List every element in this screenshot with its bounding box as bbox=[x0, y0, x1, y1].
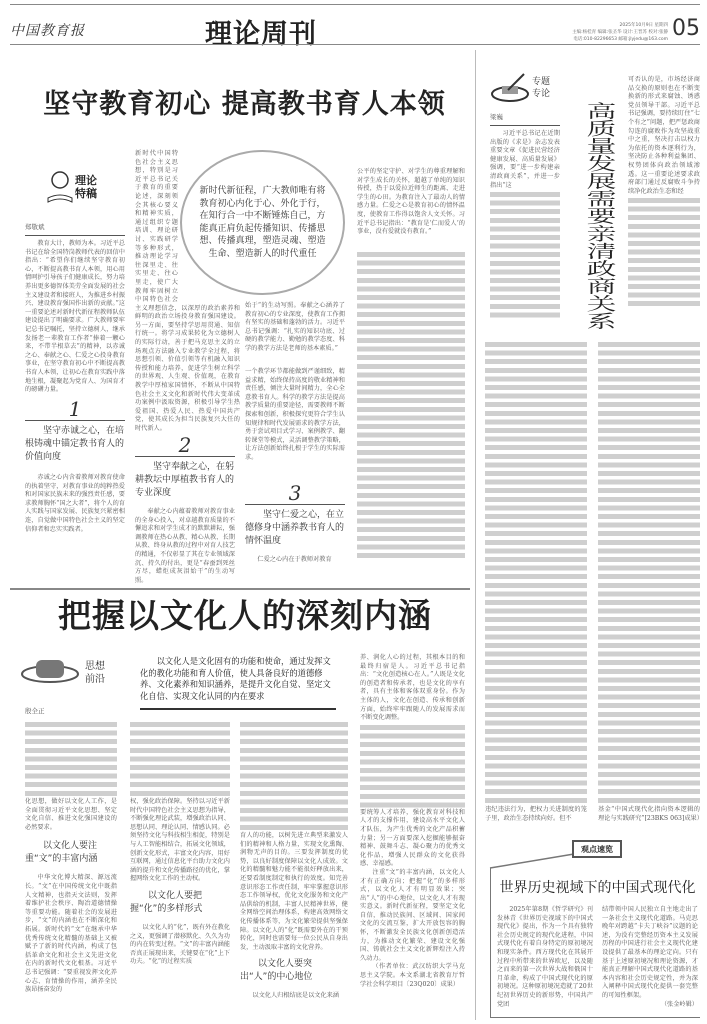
pen-paper-icon bbox=[490, 72, 532, 104]
vr-headset-icon bbox=[20, 654, 80, 690]
article4-col1: 2025年第8期《哲学研究》刊发林青《世界历史视域下的中国式现代化》提出，作为一个具有独特社会历史规定的现代化进程，中国式现代化有着自身特定的原初境况和现实条件。西方现代化在其展开过程中所带来的世界欧尼，以及随之而来的第一次世界大战和俄国十月革命，构成了中国式现代化的原初境况。这种原初境况造就了20世纪初世界历史的新形势，中国共产党团 bbox=[497, 906, 593, 1008]
article2-col4-block bbox=[360, 654, 465, 989]
column-tag-label: 理论特稿 bbox=[75, 174, 97, 200]
article3-bottom-right: 基金“中国式现代化指向资本逻辑的理论与实践研究”[23BKS 063]成果） bbox=[598, 806, 703, 822]
article3-col2-text: 可否认的是，市场经济商品交换的原则也在不断变换新的形式来腐蚀、诱惑党员领导干部。习近平总书记强调，要持续盯住“七个有之”问题，把严惩政商勾连的腐败作为攻坚战重中之重，坚决打击以权力为依托的资本逐利行为，坚决防止各种利益集团、权势团体向政治领域渗透。这一重要论述要求政府部门通过反腐败斗争持续净化政治生态和经 bbox=[628, 76, 700, 195]
article2-col3-block bbox=[240, 720, 348, 1001]
section-number: 2 bbox=[135, 434, 235, 457]
pull-quote-text: 新时代新征程，广大教师唯有将教育初心内化于心、外化于行，在知行合一中不断锤炼自己，方能真正肩负起传播知识、传播思想、传播真理，塑造灵魂、塑造生命、塑造新人的时代重任 bbox=[199, 186, 326, 259]
section-title: 理论周刊 bbox=[205, 19, 317, 50]
article3-col2 bbox=[628, 76, 700, 306]
top-rule bbox=[10, 4, 700, 5]
section-3 bbox=[245, 482, 345, 565]
article2-col4: 要统筹人才培养，强化教育对科技和人才的支撑作用，建设高水平文化人才队伍，为产生优秀的文化产品积蓄力量；另一方面要深入挖掘能够振奋精神、鼓舞斗志、凝心聚力的优秀文化作品，增强人民群众的文化获得感、幸福感。 bbox=[360, 808, 465, 868]
article3-headline: 高质量发展需要亲清政商关系 bbox=[582, 102, 616, 330]
section-text: 仁爱之心内在于教师对教育 bbox=[257, 556, 332, 563]
article1-col4-extra: 一个教学环节都能做到严谨细致，精益求精，始终保持高度的敬业精神和责任感，倾注大量时间精力，全心全意教书育人。科学的教学方法是提高教学质量的重要途径，需要教师不断探索和创新，积极探究更符合学生认知规律和时代发展需求的教学方法，勇于尝试项目式学习、案例教学、翻转课堂等模式，灵活调整教学策略，让方法创新始终扎根于学生的实际需求。 bbox=[245, 368, 345, 461]
section-title: 坚守仁爱之心，在立德修身中涵养教书育人的情怀温度 bbox=[245, 510, 345, 546]
lightbulb-book-icon bbox=[45, 168, 75, 204]
section-text: 以文化人的“化”，既有外在教化之义，更强调了潜移默化、久久为功的内在转变过程。“文”的丰富内涵能否真正展现出来，关键要在“化”上下功夫。“化”的过程实质 bbox=[130, 923, 230, 966]
pull-quote bbox=[180, 150, 345, 295]
text-lines bbox=[130, 720, 230, 798]
article4-col2: 结带领中国人民独立自主地走出了一条社会主义现代化道路。马克思晚年对跨越“卡夫丁峡谷”议题的论述，为没有完整经历资本主义发展历程的中国进行社会主义现代化建设提供了最基本的理论定向。只有基于上述原初境况和理论资源，才能真正理解中国式现代化道路的基本内容和社会历史规定性，并为深入阐释中国式现代化提供一套完整的可知性框架。 bbox=[602, 906, 698, 999]
theory-feature-tag bbox=[45, 168, 125, 208]
text-lines bbox=[360, 723, 465, 809]
staff-credits: 主编:杨桂青 编辑:张圣华 设计:王晋苏 校对:张静 bbox=[572, 30, 668, 35]
section-title: 坚守赤诚之心，在培根铸魂中锚定教书育人的价值向度 bbox=[25, 426, 125, 462]
article2-col3-top: 养、润化人心的过程，其根本目的和最终归宿是人。习近平总书记指出：“文化创造核心在人。”人既是文化的创造者和传承者，也是文化的享有者，具有主体和客体双重身份。作为主体的人，文化在创造、传承和创新方面，始终牢牢跟随人的发展需求而不断变化调整。 bbox=[360, 654, 465, 722]
article3-intro: 习近平总书记在近期出版的《求是》杂志发表重要文章《促进民营经济健康发展、高质量发展》强调，要“进一步构建亲清政商关系”，并进一步指出“这 bbox=[490, 130, 560, 189]
article4-signature: （张金岭辑） bbox=[660, 1000, 698, 1008]
section-text: 中华文化博大精深、源远流长。“文”在中国传统文化中既指人文精神，也指天文法则，发挥着维护社会秩序、陶冶道德情操等重要功能。随着社会的发展进步，“文”的内涵也在不断深化和拓展。新时代的“文”在继承中华优秀传统文化精髓的基础上又被赋予了新的时代内涵，构成了包括革命文化和社会主义先进文化在内的新时代文化根基。习近平总书记强调：“要重视发挥文化养心志、育情操的作用，涵养全民族昂扬奋发的 bbox=[25, 874, 117, 994]
article2-lead bbox=[140, 656, 336, 710]
article1-col2: 新时代中国特色社会主义思想，特别是习近平总书记关于教育的重要论述，深刻领会其核心要义和精神实质，通过组织专题培训、理论研讨、实践研学等多种形式，推动理论学习往深里走、往实里走、往心里走，使广大教师牢固树立中国特色社会主义理想信念，以深厚的政治素养和鲜明的政治立场投身教育强国建设。另一方面，要坚持学思用贯通、知信行统一。将学习成果转化为立德树人的实际行动，善于把马克思主义的立场观点方法融入专业教学全过程，将思想引领、价值引领等有机融入知识传授和能力培养，促进学生树立科学的世界观、人生观、价值观，在教育教学中厚植家国情怀，不断从中国特色社会主义文化和新时代伟大变革成功案例中汲取资源，积极引导学生热爱祖国、热爱人民、热爱中国共产党，使其成长为担当民族复兴大任的时代新人。 bbox=[135, 150, 240, 432]
section-1 bbox=[25, 398, 125, 534]
section-title: 以文化人要注重“文”的丰富内涵 bbox=[25, 841, 98, 865]
issue-date: 2025年10月9日 星期四 bbox=[619, 23, 668, 28]
column-tag-label: 观点速览 bbox=[581, 844, 613, 854]
text-lines bbox=[25, 720, 117, 798]
article3-col1 bbox=[490, 130, 560, 320]
viewpoint-tag bbox=[572, 840, 622, 858]
section-title: 以文化人要突出“人”的中心地位 bbox=[240, 959, 313, 983]
lead-text: 以文化人是文化固有的功能和使命，通过发挥文化的教化功能和育人价值，使人具备良好的道德修养、文化素养和知识涵养，是提升文化自觉、坚定文化自信、实现文化认同的内在要求 bbox=[140, 656, 331, 701]
article3-col4-lines bbox=[598, 340, 700, 804]
intro-end-text: 化思想，做好以文化人工作，是全面贯彻习近平文化思想、坚定文化自信、推进文化强国建设的必然要求。 bbox=[25, 798, 117, 831]
page-number: 05 bbox=[672, 16, 700, 41]
article2-affiliation: （作者单位：武汉纺织大学马克思主义学院。本文系湖北省教育厅哲学社会科学项目〔23Q020〕成果） bbox=[360, 963, 465, 988]
box-corner-line bbox=[488, 846, 578, 870]
newspaper-logo: 中国教育报 bbox=[10, 23, 85, 39]
section-2 bbox=[135, 434, 235, 585]
article2-conclusion: 注重“文”的丰富内涵，以文化人才有正确方向；把握“化”的多样形式，以文化人才有明显效果；突出“人”的中心地位，以文化人才有现实意义。新时代新征程，要坚定文化自信，推动民族间、区域间、国家间文化的交流互鉴，扩大开放包容的胸怀，不断激发全民族文化创新创造活力，为推动文化繁荣、建设文化强国、铸就社会主义文化新辉煌注入持久动力。 bbox=[360, 868, 465, 962]
section-title: 坚守奉献之心，在躬耕教坛中厚植教书育人的专业深度 bbox=[135, 462, 235, 498]
article2-col2-block bbox=[130, 720, 230, 967]
text-lines bbox=[628, 196, 700, 306]
contact-info: 电话:010-82296653 邮箱:jlyjedu@163.com bbox=[573, 37, 668, 42]
masthead-info bbox=[440, 22, 668, 43]
column-divider bbox=[475, 50, 476, 1020]
article3-bottom-left: 违纪违法行为，把权力关进制度的笼子里，政治生态持续向好。但不 bbox=[485, 806, 587, 822]
article3-author: 梁巍 bbox=[490, 112, 560, 126]
article1-col3: 始于“的生动写照。奉献之心涵养了教育初心的专业深度，使教育工作拥有坚实的基础和蓬勃的活力。习近平总书记强调：“扎实的知识功底、过硬的教学能力、勤勉的教学态度、科学的教学方法是老师的基本素质。” bbox=[245, 302, 345, 352]
article2-author: 殷全正 bbox=[25, 707, 45, 715]
article1-col4: 公平的坚定守护、对学生的尊重理解和对学生成长的关怀，超越了单纯的知识传授，热于以爱拉近师生的距离、走进学生的心田。为教育注入了最动人的情感力量。仁爱之心是教育初心的情怀温度，使教育工作得以饱含人文关怀。习近平总书记指出：“教育是‘仁而爱人’的事业，没有爱就没有教育。” bbox=[357, 168, 465, 236]
section-text: 奉献之心内蕴着教师对教育事业的全身心投入，对卓越教育质量的不懈追求和对学生成才的默默耕耘，强调教师在热心从教、精心从教、长期从教、终身从教的过程中对育人技艺的精通，不仅彰显了其在专业领域深沉、持久的付出，更是“春蚕到死丝方尽，蜡炬成灰泪始干”的生动写照。 bbox=[135, 508, 235, 584]
special-topic-tag bbox=[490, 72, 560, 106]
article2-col2: 权，强化政治保障。坚持以习近平新时代中国特色社会主义思想为指导，不断强化理论武装，增强政治认同、思想认同、理论认同、情感认同。必须坚持文化与科技相生相促，特别是与人工智能相结合，拓展文化领域，创新文化形式，丰富文化内容，用好互联网，通过信息化平台助力文化内涵的提升和文化传播路径的优化，掌握网络文化工作的主动权。 bbox=[130, 798, 230, 883]
section-title: 以文化人要把握“化”的多样形式 bbox=[130, 890, 203, 914]
column-tag-label: 思想前沿 bbox=[85, 661, 105, 685]
section-text: 赤诚之心内含着教师对教育使命的执着坚守，对教育事业的纯粹热爱和对国家民族未来的强烈责任感，要求教师胸怀“国之大者”，将个人的育人实践与国家发展、民族复兴紧密相连，自觉做中国特色社会主义的坚定信仰者和忠实实践者。 bbox=[25, 474, 125, 533]
thought-frontier-tag bbox=[20, 654, 115, 694]
column-tag-label: 专题专论 bbox=[532, 77, 551, 99]
section-text: 以文化人归根结底是以文化来涵 bbox=[252, 992, 340, 1000]
article3-col3-lines bbox=[485, 340, 587, 804]
article2-col1 bbox=[25, 720, 117, 995]
header-rule bbox=[10, 44, 700, 45]
text-lines bbox=[490, 190, 560, 320]
article-divider bbox=[10, 588, 470, 590]
article2-headline: 把握以文化人的深刻内涵 bbox=[58, 596, 432, 635]
section-number: 1 bbox=[25, 398, 125, 421]
article1-intro: 教育大计，教师为本。习近平总书记在给全国特岗教师代表的回信中指出：“希望你们继续坚守教育初心，不断提高教书育人本领，用心用情呵护引导孩子们健康成长，努力培养出更多德智体美劳全面发展的社会主义建设者和接班人，为推进乡村振兴、建设教育强国作出新的贡献。”这一重要论述对新时代新征程教师队伍建设提出了明确要求。广大教师要牢记总书记嘱托，坚持立德树人，继承发扬老一辈教育工作者“捧着一颗心来，不带半根草去”的精神，以赤诚之心、奉献之心、仁爱之心投身教育事业，在坚守教育初心中不断提高教书育人本领，让初心在教育实践中落地生根，凝聚起为党育人、为国育才的磅礴力量。 bbox=[25, 240, 125, 394]
text-lines bbox=[240, 720, 348, 832]
article4-headline: 世界历史视域下的中国式现代化 bbox=[499, 880, 696, 896]
article1-headline: 坚守教育初心 提高教书育人本领 bbox=[43, 89, 446, 120]
section-number: 3 bbox=[245, 482, 345, 505]
article2-col3: 育人的功能，以树先进立典型来激发人们的精神和人格力量，实现文化熏陶、润物无声的目的。三要发挥制度的优势，以良好制度保障以文化人成效。文化的精髓和魅力能不能很好释放出来，还要看制度制定和执行的效度。知完善意识形态工作责任制，牢牢掌握意识形态工作领导权，优化文化服务和文化产品供给的机制，丰富人民精神世界，健全网络空间治理体系，构建高效网络文化传播体系等，为文化繁荣提供坚强保障。以文化人的“化”既需要外在的干预转化，同时也需要每一位公民从自身出发，主动汲取丰富的文化营养。 bbox=[240, 832, 348, 951]
article1-author: 郑敬斌 bbox=[25, 222, 125, 236]
article1-col4-lines bbox=[357, 250, 465, 560]
article4-col2-block bbox=[602, 906, 698, 1009]
